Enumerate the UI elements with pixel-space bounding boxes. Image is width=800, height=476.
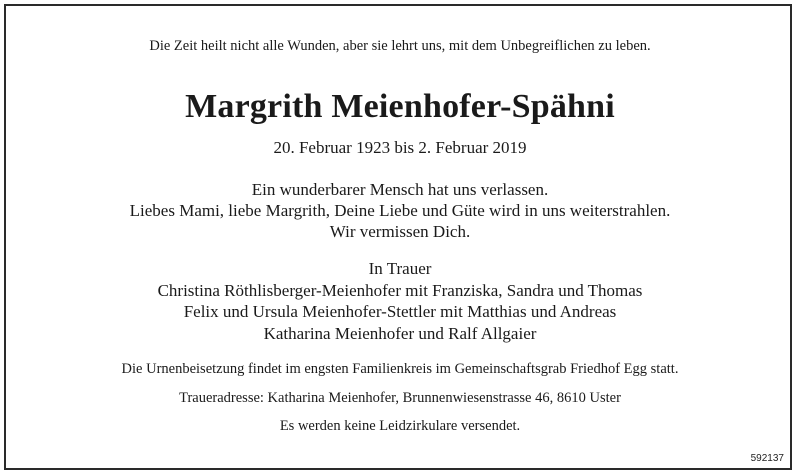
farewell-message	[6, 179, 794, 242]
burial-notice: Die Urnenbeisetzung findet im engsten Familienkreis im Gemeinschaftsgrab Friedhof Egg statt.	[121, 361, 679, 377]
circulars-notice: Es werden keine Leidzirkulare versendet.	[279, 418, 521, 434]
mourning-address: Traueradresse: Katharina Meienhofer, Brunnenwiesenstrasse 46, 8610 Uster	[179, 390, 621, 406]
message-line: Liebes Mami, liebe Margrith, Deine Liebe und Güte wird in uns weiterstrahlen.	[129, 201, 671, 220]
message-line: Ein wunderbarer Mensch hat uns verlassen.	[251, 180, 549, 199]
obituary-frame	[4, 4, 792, 470]
mourner-line: Felix und Ursula Meienhofer-Stettler mit Matthias und Andreas	[183, 302, 617, 321]
deceased-name: Margrith Meienhofer-Spähni	[185, 88, 615, 125]
message-line: Wir vermissen Dich.	[329, 222, 471, 241]
mourner-line: Katharina Meienhofer und Ralf Allgaier	[263, 323, 537, 343]
motto-quote: Die Zeit heilt nicht alle Wunden, aber sie lehrt uns, mit dem Unbegreiflichen zu leben.	[149, 38, 651, 54]
mourners-list	[6, 258, 794, 344]
mourners-heading: In Trauer	[368, 259, 432, 278]
ad-number: 592137	[750, 453, 784, 464]
life-dates: 20. Februar 1923 bis 2. Februar 2019	[273, 138, 527, 157]
mourner-line: Christina Röthlisberger-Meienhofer mit Franziska, Sandra und Thomas	[157, 280, 643, 300]
